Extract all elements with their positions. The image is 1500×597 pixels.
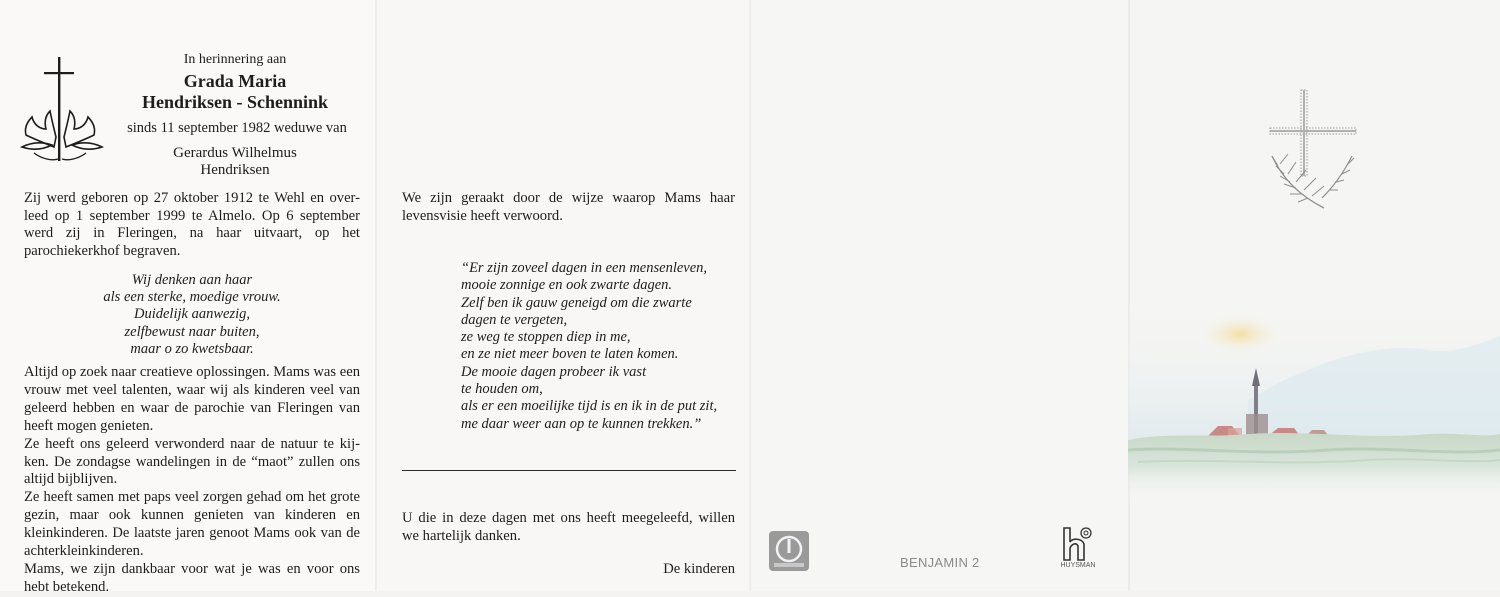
tribute-paragraph: Mams, we zijn dankbaar voor wat je was en voor ons hebt betekend. <box>24 560 360 595</box>
quote-line: mooie zonnige en ook zwarte dagen. <box>461 277 673 294</box>
poem-line: Duidelijk aanwezig, <box>134 306 250 323</box>
fold-line <box>375 0 377 591</box>
bio-line: Zij werd geboren op 27 oktober 1912 te Wehl en over- <box>24 190 360 206</box>
printer-logo-text: HUYSMAN <box>1060 562 1096 569</box>
thanks-text: U die in deze dagen met ons heeft meegeleefd, willen we hartelijk danken. <box>402 510 735 544</box>
tribute-paragraph: Ze heeft samen met paps veel zorgen gehad om het grote gezin, maar ook kunnen genieten van kinderen en kleinkinderen. De laatste jaren genoot Mams ook van de achterkleinkinderen. <box>24 489 360 560</box>
quote-line: en ze niet meer boven te laten komen. <box>461 346 679 363</box>
printer-logo-icon <box>1058 526 1098 562</box>
quote-line: te houden om, <box>461 381 543 398</box>
poem-line: als een sterke, moedige vrouw. <box>103 289 281 306</box>
quote-line: als er een moeilijke tijd is en ik in de put zit, <box>461 398 718 415</box>
poem <box>24 272 360 358</box>
bio-line: leed op 1 september 1999 te Almelo. Op 6 september <box>24 207 360 224</box>
tribute-paragraph: Altijd op zoek naar creatieve oplossingen. Mams was een vrouw met veel talenten, waar wij als kinderen veel van geleerd hebben en waar de parochie van Fleringen van heeft mogen genieten. <box>24 364 360 434</box>
quote <box>461 260 751 433</box>
card-model-label: BENJAMIN 2 <box>900 555 980 570</box>
spouse-name-last: Hendriksen <box>200 162 270 178</box>
deceased-name-first: Grada Maria <box>183 71 287 91</box>
divider <box>402 470 736 471</box>
quote-line: Zelf ben ik gauw geneigd om die zwarte <box>461 294 692 311</box>
back-panel <box>750 0 1128 591</box>
cross-with-doves-icon <box>14 55 110 167</box>
quote-line: De mooie dagen probeer ik vast <box>461 363 647 380</box>
poem-line: zelfbewust naar buiten, <box>124 323 260 340</box>
publisher-logo-icon <box>768 530 810 572</box>
printer-logo <box>1058 526 1098 574</box>
quote-line: “Er zijn zoveel dagen in een mensenleven, <box>461 260 708 276</box>
quote-line: me daar weer aan op te kunnen trekken.” <box>461 415 702 432</box>
spouse-name-first: Gerardus Wilhelmus <box>173 145 297 161</box>
bio-line: werd zij in Fleringen, na haar uitvaart, op het <box>24 225 360 242</box>
signature: De kinderen <box>663 561 735 577</box>
bio-line: parochiekerkhof begraven. <box>24 242 181 259</box>
village-landscape-illustration <box>1128 300 1500 530</box>
quote-line: ze weg te stoppen diep in me, <box>461 329 631 346</box>
intro-text: In herinnering aan <box>183 52 287 67</box>
quote-intro: We zijn geraakt door de wijze waarop Mams haar levensvisie heeft verwoord. <box>402 190 735 224</box>
quote-line: dagen te vergeten, <box>461 311 568 328</box>
poem-line: maar o zo kwetsbaar. <box>130 340 254 357</box>
widow-line: sinds 11 september 1982 weduwe van <box>127 120 347 136</box>
tribute-paragraph: Ze heeft ons geleerd verwonderd naar de natuur te kij-ken. De zondagse wandelingen in de “maot” zullen ons altijd bijblijven. <box>24 435 360 488</box>
poem-line: Wij denken aan haar <box>131 272 253 288</box>
tribute-text <box>24 364 360 597</box>
biography <box>24 190 360 260</box>
cover-cross-icon <box>1264 86 1360 214</box>
deceased-name-last: Hendriksen - Schennink <box>141 92 329 112</box>
